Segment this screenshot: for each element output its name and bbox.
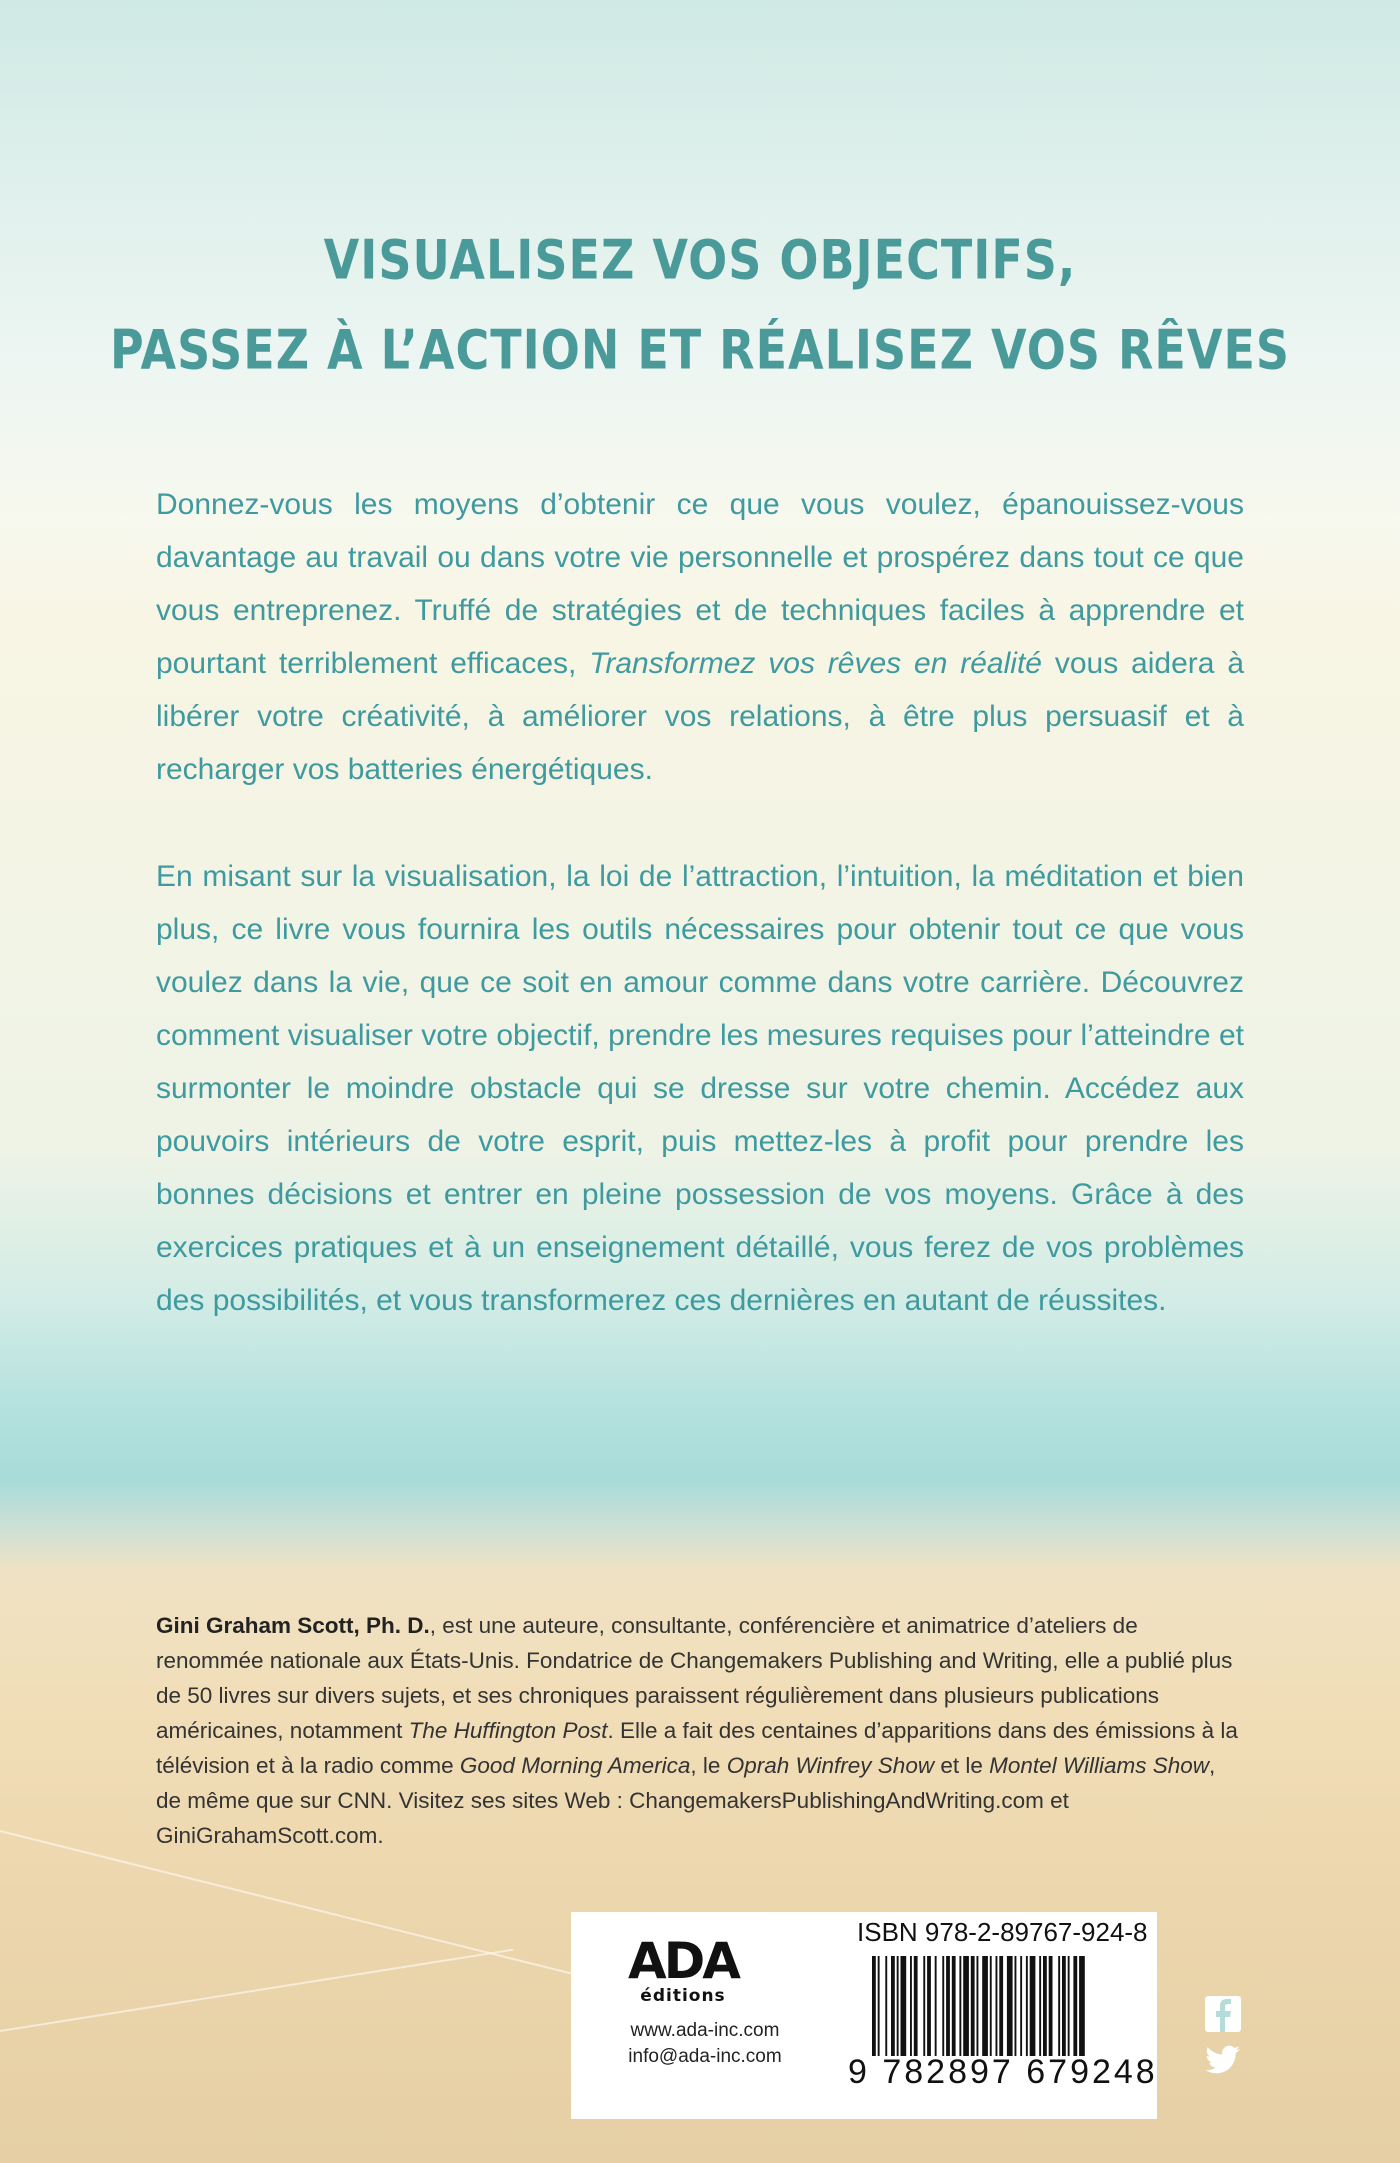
barcode-bar (1068, 1956, 1070, 2056)
bio-text: , le (690, 1753, 727, 1778)
barcode-bar (927, 1956, 931, 2056)
barcode-bar (1030, 1956, 1036, 2056)
bio-text: et le (934, 1753, 990, 1778)
barcode-bar (982, 1956, 988, 2056)
bio-publication: The Huffington Post (408, 1718, 608, 1743)
barcode-bar (885, 1956, 887, 2056)
barcode-bar (996, 1956, 998, 2056)
barcode-bar (1015, 1956, 1017, 2056)
barcode-bar (977, 1956, 979, 2056)
barcode-bar (1007, 1956, 1013, 2056)
barcode-bar (946, 1956, 950, 2056)
barcode-bar (1043, 1956, 1047, 2056)
paragraph-1-text: Donnez-vous les moyens d’obtenir ce que vous voulez, épanouissez-vous davantage au travail ou dans votre vie personnelle et prospérez dans tout ce que vous entreprenez. Truffé de stratégies et de techniques faciles à apprendre et pourtant terriblement efficaces, (156, 488, 1244, 680)
author-bio (156, 1608, 1244, 1853)
barcode-bar (963, 1956, 969, 2056)
barcode-bar (942, 1956, 944, 2056)
barcode-bar (952, 1956, 956, 2056)
barcode-bar (878, 1956, 880, 2056)
barcode-bar (959, 1956, 961, 2056)
bio-text: , de même que sur CNN. Visitez ses sites Web : ChangemakersPublishingAndWriting.com et GiniGrahamScott.com. (156, 1753, 1216, 1848)
barcode-bar (872, 1956, 876, 2056)
bio-text: . Elle a fait des centaines d’apparitions dans des émissions à la télévision et à la radio comme (156, 1718, 1238, 1778)
bio-text: , est une auteure, consultante, conférencière et animatrice d’ateliers de renommée nationale aux États-Unis. Fondatrice de Changemakers Publishing and Writing, elle a publié plus de 50 livres sur divers sujets, et ses chroniques paraissent régulièrement dans plusieurs publications américaines, notamment (156, 1613, 1233, 1743)
bio-show: Oprah Winfrey Show (726, 1753, 935, 1778)
description-paragraph-1 (156, 478, 1244, 796)
isbn-label: ISBN 978-2-89767-924-8 (857, 1917, 1148, 1947)
barcode-bar (1020, 1956, 1022, 2056)
barcode-bar (897, 1956, 899, 2056)
barcode-bar (891, 1956, 895, 2056)
barcode-bar (990, 1956, 992, 2056)
barcode-bar (914, 1956, 918, 2056)
barcode-bar (1062, 1956, 1066, 2056)
barcode-bar (923, 1956, 925, 2056)
description-paragraph-2: En misant sur la visualisation, la loi de l’attraction, l’intuition, la méditation et bien plus, ce livre vous fournira les outils nécessaires pour obtenir tout ce que vous voulez dans la vie, que ce soit en amour comme dans votre carrière. Découvrez comment visualiser votre objectif, prendre les mesures requises pour l’atteindre et surmonter le moindre obstacle qui se dresse sur votre chemin. Accédez aux pouvoirs intérieurs de votre esprit, puis mettez-les à profit pour prendre les bonnes décisions et entrer en pleine possession de vos moyens. Grâce à des exercices pratiques et à un enseignement détaillé, vous ferez de vos problèmes des possibilités, et vous transformerez ces dernières en autant de réussites. (156, 860, 1244, 1317)
author-name: Gini Graham Scott, Ph. D. (156, 1613, 430, 1638)
barcode-bar (1079, 1956, 1085, 2056)
barcode-bar (1058, 1956, 1060, 2056)
logo-sub: éditions (640, 1986, 726, 2006)
cover-heading (0, 215, 1400, 394)
barcode (870, 1956, 1160, 2056)
barcode-bar (935, 1956, 937, 2056)
facebook-icon[interactable] (1203, 1994, 1243, 2034)
publisher-logo (608, 1932, 758, 2006)
publisher-email[interactable]: info@ada-inc.com (628, 2046, 782, 2067)
twitter-icon[interactable] (1203, 2040, 1243, 2080)
barcode-bar (901, 1956, 907, 2056)
barcode-digits: 9 782897 679248 (848, 2053, 1158, 2091)
paragraph-1-text-end: vous aidera à libérer votre créativité, à améliorer vos relations, à être plus persuasif et à recharger vos batteries énergétiques. (156, 647, 1245, 786)
barcode-bar (910, 1956, 912, 2056)
bio-show: Good Morning America (459, 1753, 691, 1778)
barcode-bar (1039, 1956, 1041, 2056)
publisher-website[interactable]: www.ada-inc.com (630, 2020, 780, 2041)
barcode-bar (1049, 1956, 1053, 2056)
heading-line-2: PASSEZ À L’ACTION ET RÉALISEZ VOS RÊVES (109, 317, 1290, 382)
barcode-bar (999, 1956, 1003, 2056)
bio-show: Montel Williams Show (989, 1753, 1209, 1778)
barcode-bar (971, 1956, 975, 2056)
heading-line-1: VISUALISEZ VOS OBJECTIFS, (323, 227, 1077, 292)
book-title: Transformez vos rêves en réalité (589, 647, 1042, 680)
logo-main: ADA (628, 1932, 738, 1990)
barcode-bar (1073, 1956, 1077, 2056)
barcode-bar (1026, 1956, 1028, 2056)
